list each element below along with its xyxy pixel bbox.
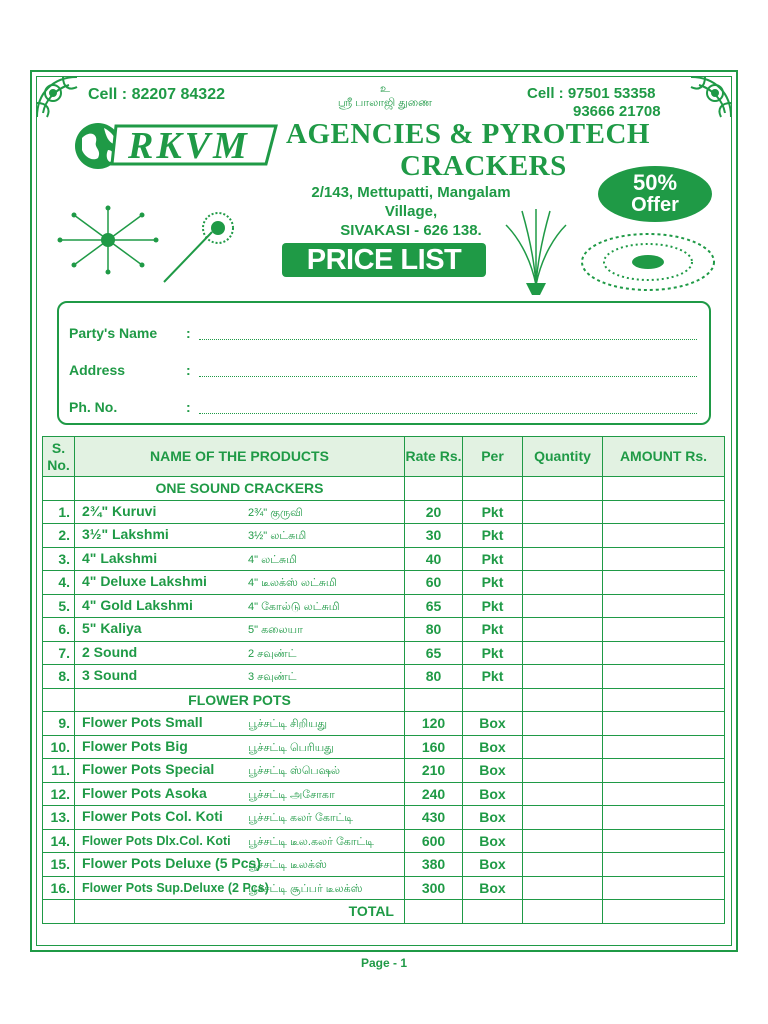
table-row (43, 876, 725, 900)
amount-cell[interactable] (603, 876, 725, 900)
per-cell: Pkt (463, 665, 523, 689)
table-row (43, 547, 725, 571)
product-name-tamil: 4" லட்சுமி (248, 553, 297, 566)
product-name-tamil: பூச்சட்டி அசோகா (248, 788, 335, 801)
quantity-cell[interactable] (523, 618, 603, 642)
rate-cell: 240 (405, 782, 463, 806)
per-cell: Pkt (463, 500, 523, 524)
product-name: Flower Pots Special (82, 761, 215, 778)
invocation (320, 82, 450, 110)
product-name: 2¾" Kuruvi (82, 502, 157, 519)
company-logo (68, 120, 280, 170)
row-number: 14. (43, 829, 75, 853)
table-row (43, 571, 725, 595)
product-cell (75, 571, 405, 595)
section-qty-cell (523, 688, 603, 712)
product-name-tamil: 4" டீலக்ஸ் லட்சுமி (248, 577, 337, 590)
invocation-symbol: உ (380, 83, 390, 95)
product-name-tamil: 2¾" குருவி (248, 506, 303, 519)
product-name-tamil: பூச்சட்டி கலர் கோட்டி (248, 812, 354, 825)
cell-number-right-2: 93666 21708 (573, 103, 661, 120)
product-name-tamil: 2 சவுண்ட் (248, 647, 297, 660)
table-row (43, 712, 725, 736)
corner-ornament-left-icon (33, 73, 81, 121)
per-cell: Box (463, 876, 523, 900)
table-row (43, 594, 725, 618)
rate-cell: 600 (405, 829, 463, 853)
invocation-text: ஸ்ரீ பாலாஜி துணை (337, 97, 433, 109)
product-cell (75, 759, 405, 783)
product-cell (75, 524, 405, 548)
sparkler-icon (160, 210, 238, 284)
total-per-cell (463, 900, 523, 924)
rate-cell: 430 (405, 806, 463, 830)
row-number: 2. (43, 524, 75, 548)
product-cell (75, 853, 405, 877)
product-name: 2 Sound (82, 643, 138, 660)
product-name-tamil: பூச்சட்டி சூப்பர் டீலக்ஸ் (248, 882, 363, 895)
quantity-cell[interactable] (523, 759, 603, 783)
rate-cell: 120 (405, 712, 463, 736)
amount-cell[interactable] (603, 853, 725, 877)
offer-text: Offer (631, 194, 679, 216)
product-name: Flower Pots Dlx.Col. Koti (82, 833, 231, 848)
amount-cell[interactable] (603, 524, 725, 548)
product-name: 4" Deluxe Lakshmi (82, 573, 207, 590)
section-amount-cell (603, 688, 725, 712)
address-line1: 2/143, Mettupatti, Mangalam Village, (311, 184, 511, 220)
rate-cell: 160 (405, 735, 463, 759)
table-row (43, 759, 725, 783)
per-cell: Pkt (463, 571, 523, 595)
rate-cell: 40 (405, 547, 463, 571)
address-field[interactable] (199, 376, 697, 377)
product-cell (75, 782, 405, 806)
row-number: 15. (43, 853, 75, 877)
row-number: 8. (43, 665, 75, 689)
product-name-tamil: பூச்சட்டி சிறியது (248, 718, 328, 731)
section-per-cell (463, 688, 523, 712)
product-name-tamil: பூச்சட்டி ஸ்பெஷல் (248, 765, 341, 778)
product-cell (75, 547, 405, 571)
rate-cell: 300 (405, 876, 463, 900)
amount-cell[interactable] (603, 712, 725, 736)
product-name: Flower Pots Deluxe (5 Pcs) (82, 855, 261, 872)
product-cell (75, 829, 405, 853)
amount-cell[interactable] (603, 759, 725, 783)
section-sno-cell (43, 688, 75, 712)
table-row (43, 853, 725, 877)
product-name: 5" Kaliya (82, 620, 142, 637)
quantity-cell[interactable] (523, 594, 603, 618)
company-address (286, 183, 536, 240)
row-number: 13. (43, 806, 75, 830)
section-title: ONE SOUND CRACKERS (75, 477, 405, 501)
phone-field[interactable] (199, 413, 697, 414)
row-number: 5. (43, 594, 75, 618)
row-number: 4. (43, 571, 75, 595)
section-rate-cell (405, 688, 463, 712)
amount-cell[interactable] (603, 618, 725, 642)
total-label: TOTAL (75, 900, 405, 924)
address-colon: : (186, 362, 191, 378)
rate-cell: 60 (405, 571, 463, 595)
header-rate: Rate Rs. (405, 437, 463, 477)
row-number: 1. (43, 500, 75, 524)
per-cell: Pkt (463, 524, 523, 548)
amount-cell[interactable] (603, 641, 725, 665)
row-number: 10. (43, 735, 75, 759)
product-name-tamil: 3 சவுண்ட் (248, 671, 297, 684)
rate-cell: 20 (405, 500, 463, 524)
product-cell (75, 806, 405, 830)
product-name-tamil: பூச்சட்டி டீல.கலர் கோட்டி (248, 835, 375, 848)
product-name-tamil: 4" கோல்டு லட்சுமி (248, 600, 340, 613)
table-row (43, 665, 725, 689)
quantity-cell[interactable] (523, 665, 603, 689)
amount-cell[interactable] (603, 547, 725, 571)
table-row (43, 806, 725, 830)
total-amount-cell[interactable] (603, 900, 725, 924)
section-per-cell (463, 477, 523, 501)
per-cell: Box (463, 829, 523, 853)
address-label: Address (69, 362, 126, 378)
header-amount: AMOUNT Rs. (603, 437, 725, 477)
header-product-name: NAME OF THE PRODUCTS (75, 437, 405, 477)
rate-cell: 30 (405, 524, 463, 548)
rate-cell: 210 (405, 759, 463, 783)
product-cell (75, 712, 405, 736)
table-row (43, 500, 725, 524)
rate-cell: 80 (405, 618, 463, 642)
table-row (43, 618, 725, 642)
section-row (43, 477, 725, 501)
quantity-cell[interactable] (523, 782, 603, 806)
per-cell: Box (463, 806, 523, 830)
per-cell: Pkt (463, 618, 523, 642)
header-sno: S. No. (43, 437, 75, 477)
product-name: Flower Pots Sup.Deluxe (2 Pcs) (82, 880, 269, 895)
product-name: 3 Sound (82, 667, 138, 684)
firework-burst-icon (56, 205, 160, 275)
amount-cell[interactable] (603, 500, 725, 524)
product-name: Flower Pots Big (82, 737, 188, 754)
section-sno-cell (43, 477, 75, 501)
per-cell: Box (463, 782, 523, 806)
offer-badge (598, 166, 712, 222)
total-qty-cell (523, 900, 603, 924)
row-number: 9. (43, 712, 75, 736)
table-row (43, 641, 725, 665)
row-number: 3. (43, 547, 75, 571)
product-cell (75, 641, 405, 665)
quantity-cell[interactable] (523, 806, 603, 830)
row-number: 12. (43, 782, 75, 806)
address-line2: SIVAKASI - 626 138. (340, 222, 482, 239)
per-cell: Pkt (463, 641, 523, 665)
page-number: Page - 1 (360, 956, 408, 970)
product-name: 4" Lakshmi (82, 549, 158, 566)
row-number: 16. (43, 876, 75, 900)
price-table (42, 436, 725, 924)
table-row (43, 735, 725, 759)
row-number: 11. (43, 759, 75, 783)
table-body (43, 477, 725, 924)
page-title: PRICE LIST (282, 243, 486, 277)
amount-cell[interactable] (603, 782, 725, 806)
quantity-cell[interactable] (523, 500, 603, 524)
product-name: 4" Gold Lakshmi (82, 596, 193, 613)
section-rate-cell (405, 477, 463, 501)
product-cell (75, 665, 405, 689)
section-amount-cell (603, 477, 725, 501)
section-row (43, 688, 725, 712)
offer-percent: 50% (632, 170, 678, 195)
quantity-cell[interactable] (523, 571, 603, 595)
fountain-icon (500, 205, 572, 295)
quantity-cell[interactable] (523, 876, 603, 900)
company-name-line2: CRACKERS (400, 150, 567, 182)
amount-cell[interactable] (603, 594, 725, 618)
product-name: Flower Pots Asoka (82, 784, 207, 801)
section-title: FLOWER POTS (75, 688, 405, 712)
amount-cell[interactable] (603, 665, 725, 689)
party-name-colon: : (186, 325, 191, 341)
per-cell: Box (463, 853, 523, 877)
party-name-field[interactable] (199, 339, 697, 340)
rate-cell: 65 (405, 641, 463, 665)
quantity-cell[interactable] (523, 547, 603, 571)
cell-number-left: Cell : 82207 84322 (88, 86, 225, 103)
quantity-cell[interactable] (523, 735, 603, 759)
amount-cell[interactable] (603, 829, 725, 853)
rate-cell: 80 (405, 665, 463, 689)
table-row (43, 524, 725, 548)
header-per: Per (463, 437, 523, 477)
amount-cell[interactable] (603, 806, 725, 830)
amount-cell[interactable] (603, 571, 725, 595)
product-cell (75, 500, 405, 524)
quantity-cell[interactable] (523, 641, 603, 665)
product-cell (75, 618, 405, 642)
cell-number-right-1: Cell : 97501 53358 (527, 85, 656, 102)
quantity-cell[interactable] (523, 853, 603, 877)
logo-text: RKVM (128, 125, 250, 167)
quantity-cell[interactable] (523, 524, 603, 548)
product-name: 3½" Lakshmi (82, 526, 169, 543)
per-cell: Pkt (463, 547, 523, 571)
party-details-box (57, 301, 711, 425)
row-number: 6. (43, 618, 75, 642)
product-name-tamil: 3½" லட்சுமி (248, 530, 307, 543)
product-cell (75, 735, 405, 759)
quantity-cell[interactable] (523, 712, 603, 736)
product-name-tamil: 5" கலையா (248, 624, 303, 637)
party-name-label: Party's Name (69, 325, 158, 341)
corner-ornament-right-icon (687, 73, 735, 121)
phone-colon: : (186, 399, 191, 415)
table-row (43, 829, 725, 853)
phone-label: Ph. No. (69, 399, 118, 415)
product-cell (75, 876, 405, 900)
product-name: Flower Pots Col. Koti (82, 808, 223, 825)
per-cell: Box (463, 735, 523, 759)
product-cell (75, 594, 405, 618)
row-number: 7. (43, 641, 75, 665)
table-row (43, 782, 725, 806)
header-quantity: Quantity (523, 437, 603, 477)
product-name: Flower Pots Small (82, 714, 203, 731)
total-sno-cell (43, 900, 75, 924)
company-name-line1: AGENCIES & PYROTECH (286, 118, 650, 150)
cell-number-right (527, 85, 661, 121)
total-row (43, 900, 725, 924)
per-cell: Box (463, 759, 523, 783)
amount-cell[interactable] (603, 735, 725, 759)
product-name-tamil: பூச்சட்டி டீலக்ஸ் (248, 859, 327, 872)
product-name-tamil: பூச்சட்டி பெரியது (248, 741, 334, 754)
per-cell: Pkt (463, 594, 523, 618)
section-qty-cell (523, 477, 603, 501)
rate-cell: 65 (405, 594, 463, 618)
per-cell: Box (463, 712, 523, 736)
quantity-cell[interactable] (523, 829, 603, 853)
chakkar-burst-icon (578, 230, 718, 294)
total-rate-cell (405, 900, 463, 924)
rate-cell: 380 (405, 853, 463, 877)
